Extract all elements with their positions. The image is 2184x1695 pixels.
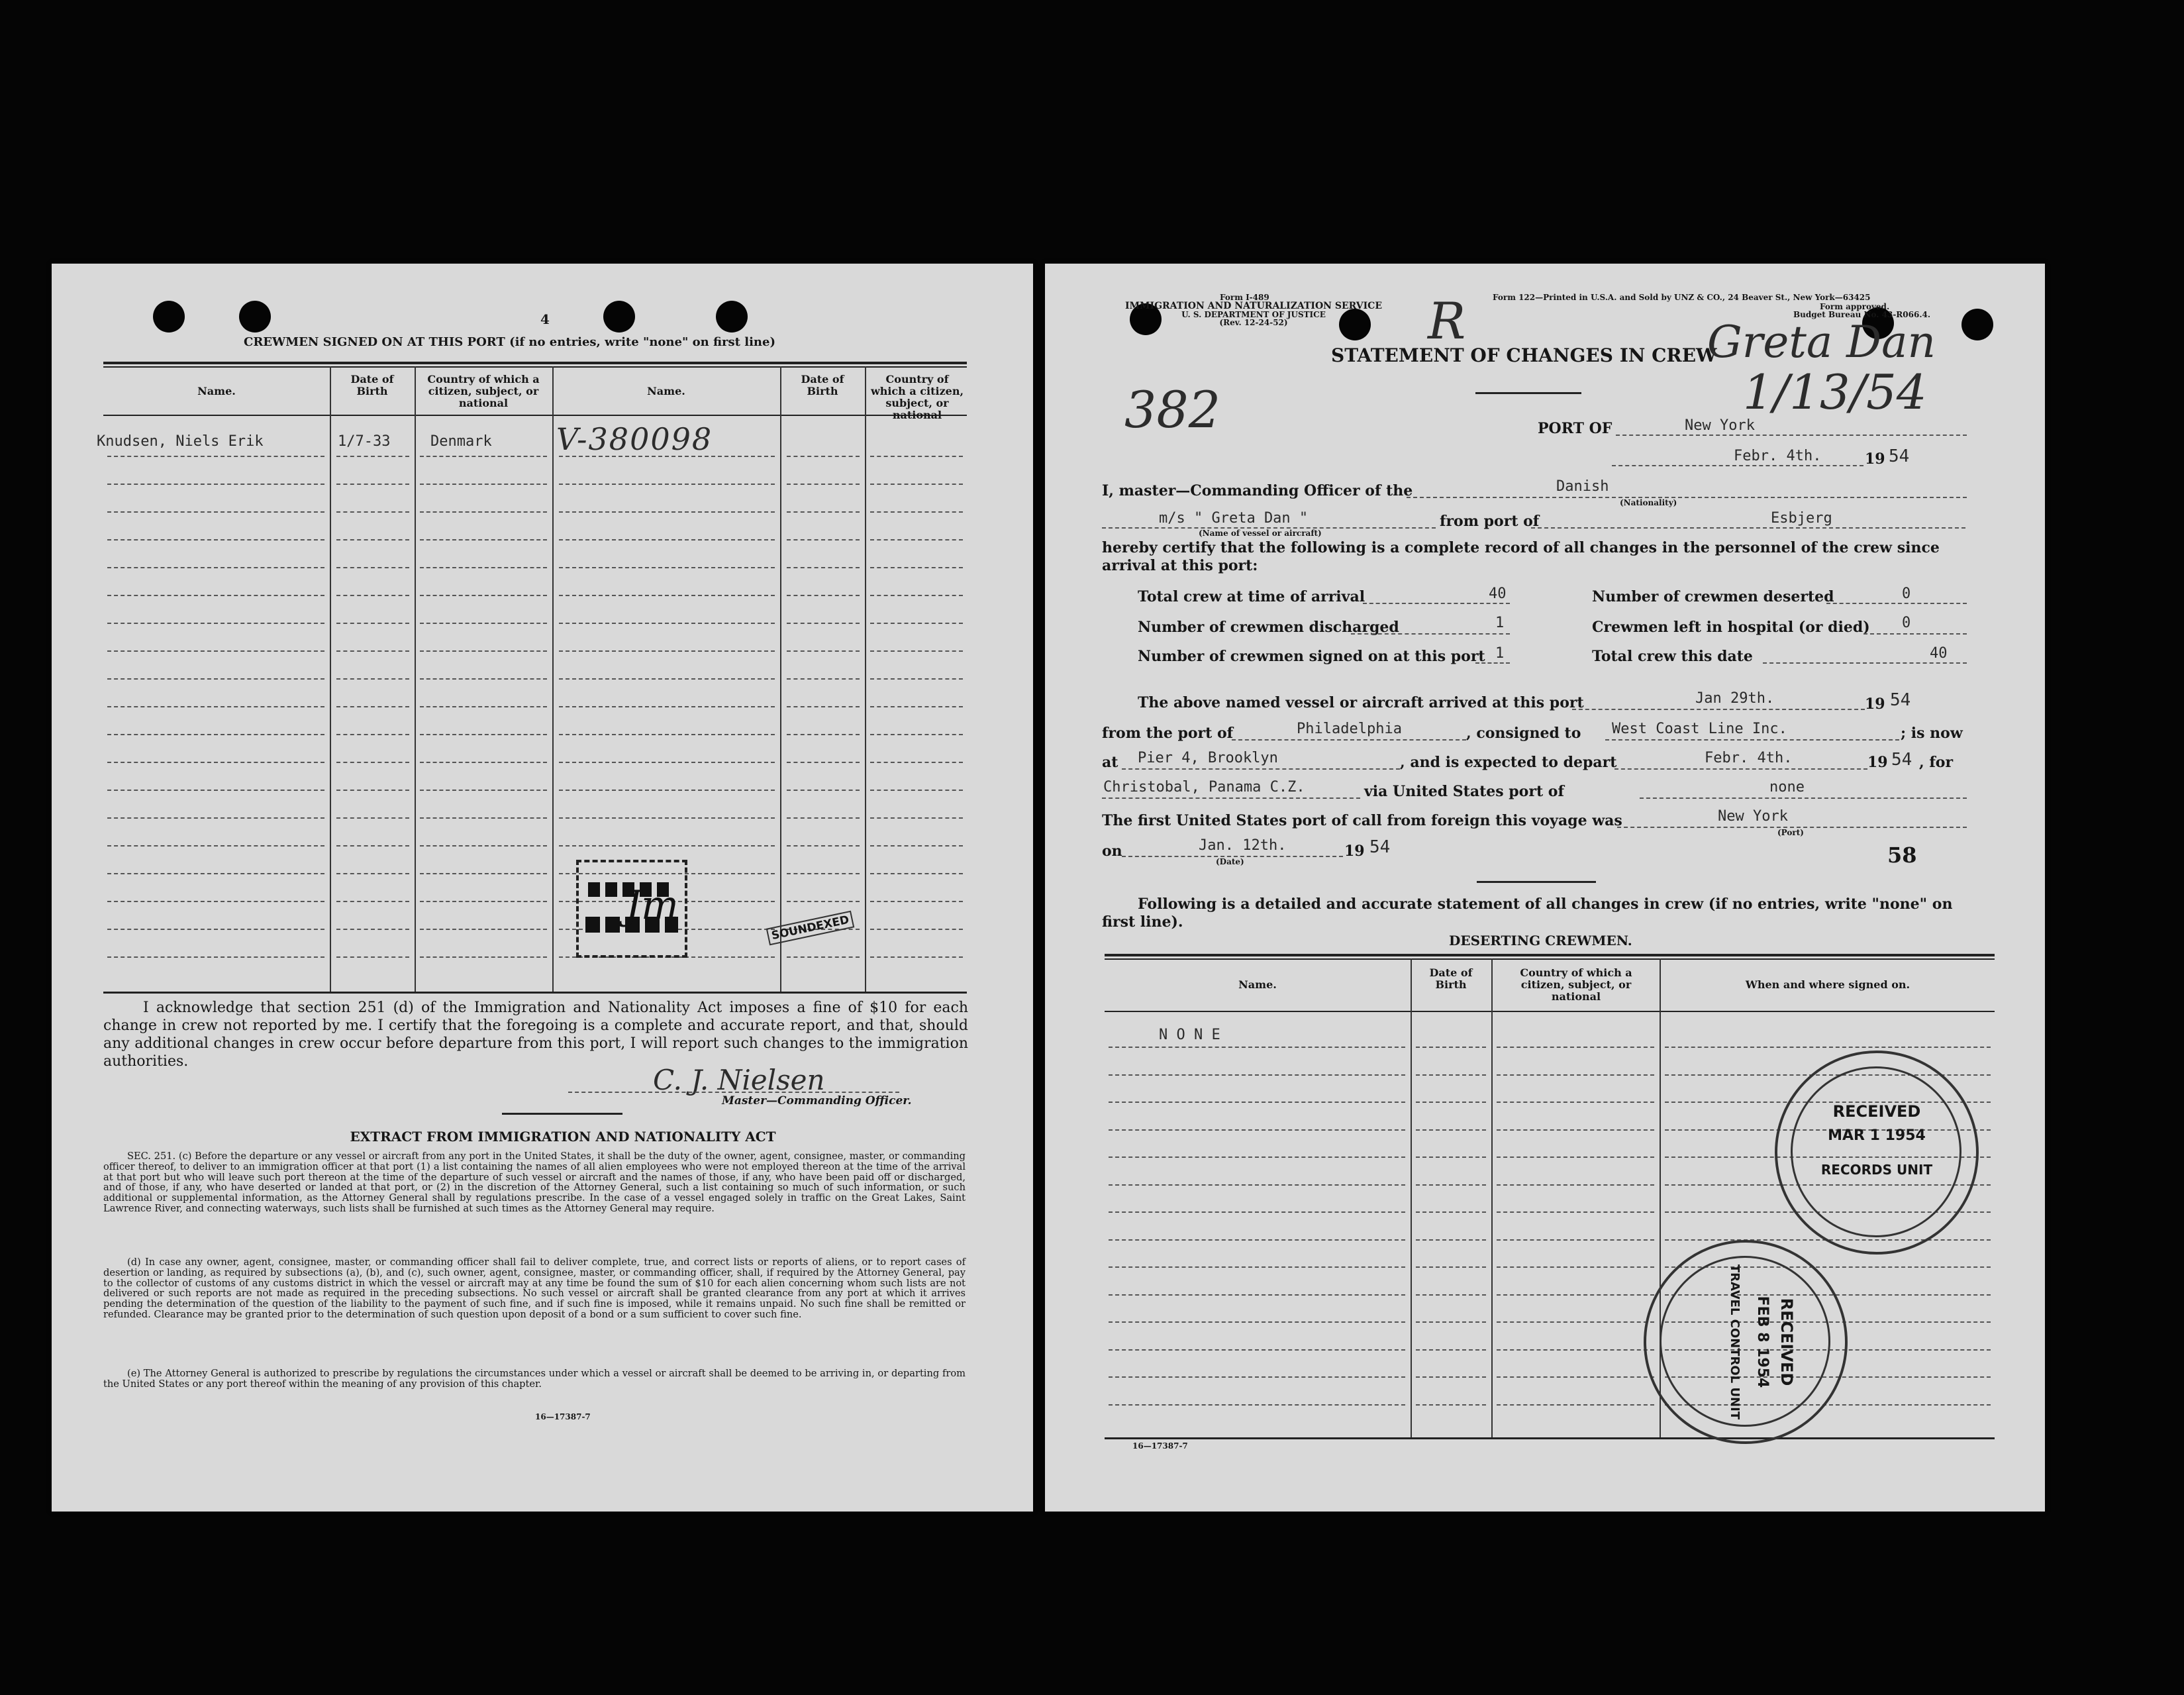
table-row-line — [107, 845, 324, 847]
table-row-line — [870, 623, 963, 624]
discharged-value: 1 — [1495, 615, 1505, 631]
column-divider — [1411, 958, 1412, 1437]
table-row-line — [559, 678, 775, 680]
depart-line — [1614, 768, 1867, 770]
table-row-line — [1497, 1211, 1654, 1213]
table-header-rule — [103, 415, 967, 416]
table-row-line — [559, 762, 775, 763]
vessel-name: m/s " Greta Dan " — [1159, 510, 1309, 527]
discharged-label: Number of crewmen discharged — [1138, 619, 1399, 636]
table-row-line — [787, 817, 860, 819]
table-row-line — [336, 734, 409, 735]
table-row-line — [787, 873, 860, 874]
table-row-line — [1497, 1074, 1654, 1076]
table-row-line — [420, 734, 547, 735]
table-row-line — [1109, 1129, 1405, 1131]
punch-hole — [1961, 309, 1993, 340]
punch-hole — [603, 301, 635, 333]
column-header-dob: Date of Birth — [350, 373, 394, 397]
table-row-line — [107, 567, 324, 568]
table-row-line — [1109, 1404, 1405, 1406]
table-row-line — [1665, 1047, 1991, 1048]
received-stamp-line1: RECEIVED — [1832, 1102, 1921, 1121]
table-row-line — [870, 956, 963, 958]
table-row-line — [559, 845, 775, 847]
handwritten-r: R — [1428, 291, 1466, 350]
form-title: STATEMENT OF CHANGES IN CREW — [1331, 344, 1717, 366]
table-row-line — [1109, 1074, 1405, 1076]
table-row-line — [420, 484, 547, 485]
stat-line — [1351, 633, 1510, 635]
via-label: via United States port of — [1364, 783, 1564, 800]
form-number: Form I-489 — [1220, 293, 1269, 302]
table-top-rule — [103, 362, 967, 364]
table-row-line — [787, 567, 860, 568]
table-bottom-rule — [103, 992, 967, 994]
handwritten-number: V-380098 — [556, 421, 713, 457]
handwritten-number: 382 — [1124, 380, 1221, 439]
table-row-line — [870, 790, 963, 791]
table-row-line — [870, 929, 963, 930]
table-row-line — [1109, 1349, 1405, 1351]
column-divider — [1491, 958, 1493, 1437]
table-row-line — [870, 595, 963, 596]
table-row-line — [1497, 1102, 1654, 1103]
column-header-name-2: Name. — [647, 385, 685, 397]
table-row-line — [1109, 1156, 1405, 1158]
table-row-line — [420, 650, 547, 652]
table-row-line — [787, 678, 860, 680]
travel-stamp-line1: RECEIVED — [1777, 1298, 1796, 1386]
table-row-line — [1416, 1294, 1486, 1296]
destination-line — [1102, 797, 1360, 799]
table-row-line — [559, 456, 775, 457]
table-row-line — [1416, 1349, 1486, 1351]
form-approved: Form approved. — [1820, 302, 1890, 311]
punch-hole — [716, 301, 748, 333]
table-row-line — [1109, 1211, 1405, 1213]
extract-section-e: (e) The Attorney General is authorized to prescribe by regulations the circumstances under which a vessel or aircraft shall be deemed to be arriving in, or departing from the United States or any port thereof within the meaning of any provision of this chapter. — [103, 1368, 966, 1390]
date-line — [1612, 465, 1863, 466]
stat-line — [1863, 633, 1967, 635]
date-caption: (Date) — [1216, 857, 1244, 866]
arrived-year: 54 — [1890, 690, 1911, 710]
table-row-line — [870, 567, 963, 568]
total-date-value: 40 — [1930, 645, 1948, 662]
following-text: Following is a detailed and accurate statement of all changes in crew (if no entries, write "none" on first line). — [1102, 896, 1953, 931]
table-row-line — [336, 595, 409, 596]
consigned-line — [1605, 739, 1899, 741]
table-row-line — [420, 873, 547, 874]
table-top-rule — [103, 366, 967, 368]
table-row-line — [107, 790, 324, 791]
print-code: 16—17387-7 — [535, 1412, 591, 1421]
table-row-line — [1416, 1184, 1486, 1186]
crewman-name: Knudsen, Niels Erik — [97, 433, 264, 450]
first-port-label: The first United States port of call from foreign this voyage was — [1102, 812, 1622, 829]
extract-title: EXTRACT FROM IMMIGRATION AND NATIONALITY ACT — [350, 1129, 776, 1145]
via-value: none — [1769, 779, 1805, 796]
handwritten-vessel: Greta Dan — [1707, 317, 1936, 368]
following-rule — [1477, 881, 1596, 883]
table-row-line — [420, 929, 547, 930]
table-row-line — [420, 539, 547, 540]
table-row-line — [336, 539, 409, 540]
table-row-line — [870, 817, 963, 819]
year-prefix: 19 — [1867, 754, 1888, 771]
deserting-title: DESERTING CREWMEN. — [1449, 933, 1632, 949]
deserted-label: Number of crewmen deserted — [1592, 588, 1834, 605]
table-row-line — [420, 511, 547, 513]
table-row-line — [420, 623, 547, 624]
table-row-line — [1497, 1349, 1654, 1351]
table-row-line — [787, 595, 860, 596]
extract-section-d: (d) In case any owner, agent, consignee, master, or commanding officer shall fail to deliver complete, true, and correct lists or reports of aliens, or to report cases of desertion or landing, as required by subsections (a), (b), and (c), such owner, agent, consignee, master, or commanding officer, shall, if required by the Attorney General, pay to the collector of customs of any customs district in which the vessel or aircraft may at any time be found the sum of $10 for each alien concerning whom such lists are not delivered or such reports are not made as required in the preceding subsections. No such vessel or aircraft shall be granted clearance from any port at which it arrives pending the determination of the question of the liability to the payment of such fine, and if such fine is imposed, while it remains unpaid. No such fine shall be remitted or refunded. Clearance may be granted prior to the determination of such question upon deposit of a bond or a sum sufficient to cover such fine. — [103, 1257, 966, 1320]
table-row-line — [107, 484, 324, 485]
table-row-line — [1109, 1266, 1405, 1268]
year-prefix: 19 — [1344, 843, 1365, 860]
table-row-line — [336, 956, 409, 958]
table-row-line — [420, 845, 547, 847]
table-row-line — [420, 567, 547, 568]
table-row-line — [1109, 1376, 1405, 1378]
extract-rule — [502, 1113, 622, 1115]
table-row-line — [1497, 1184, 1654, 1186]
table-row-line — [1497, 1321, 1654, 1323]
table-row-line — [336, 511, 409, 513]
depart-value: Febr. 4th. — [1705, 750, 1793, 766]
table-row-line — [336, 929, 409, 930]
table-row-line — [870, 539, 963, 540]
arrived-value: Jan 29th. — [1695, 690, 1775, 707]
table-row-line — [787, 762, 860, 763]
page-number: 4 — [540, 311, 550, 327]
page-number-58: 58 — [1887, 843, 1917, 868]
table-row-line — [1416, 1074, 1486, 1076]
table-row-line — [787, 734, 860, 735]
signed-on-label: Number of crewmen signed on at this port — [1138, 648, 1485, 665]
table-row-line — [870, 734, 963, 735]
deserting-column-country: Country of which a citizen, subject, or national — [1520, 966, 1632, 1003]
depart-year: 54 — [1891, 750, 1912, 770]
table-row-line — [787, 956, 860, 958]
left-page — [52, 264, 1033, 1512]
table-row-line — [559, 595, 775, 596]
from-the-port-label: from the port of — [1102, 725, 1234, 742]
total-arrival-value: 40 — [1489, 586, 1507, 602]
port-caption: (Port) — [1777, 828, 1804, 837]
soundexed-stamp: SOUNDEXED — [766, 911, 855, 946]
port-label: PORT OF — [1538, 420, 1613, 437]
table-row-line — [870, 678, 963, 680]
table-row-line — [1416, 1211, 1486, 1213]
table-row-line — [870, 873, 963, 874]
table-row-line — [336, 650, 409, 652]
column-divider — [780, 366, 781, 992]
table-row-line — [336, 817, 409, 819]
table-row-line — [1497, 1239, 1654, 1241]
table-row-line — [420, 790, 547, 791]
table-row-line — [420, 706, 547, 707]
agency-name: IMMIGRATION AND NATURALIZATION SERVICE — [1125, 301, 1382, 311]
travel-stamp-date: FEB 8 1954 — [1754, 1296, 1771, 1388]
extract-section-c: SEC. 251. (c) Before the departure or any vessel or aircraft from any port in the United States, it shall be the duty of the owner, agent, consignee, master, or commanding officer thereof, to deliver to an immigration officer at that port (1) a list containing the names of all alien employees who were not employed thereon at the time of the arrival at that port but who will leave such port thereon at the time of the departure of such vessel or aircraft and the names of those, if any, who have been paid off or discharged, and of those, if any, who have deserted or landed at that port, or (2) in the discretion of the Attorney General, such a list containing so much of such information, or such additional or supplemental information, as the Attorney General shall by regulations prescribe. In the case of a vessel engaged solely in traffic on the Great Lakes, Saint Lawrence River, and connecting waterways, such lists shall be furnished at such times as the Attorney General may require. — [103, 1151, 966, 1214]
print-code: 16—17387-7 — [1132, 1441, 1188, 1451]
table-row-line — [787, 456, 860, 457]
table-row-line — [787, 539, 860, 540]
table-row-line — [559, 790, 775, 791]
acknowledgement-text: I acknowledge that section 251 (d) of the Immigration and Nationality Act imposes a fine of $10 for each change in crew not reported by me. I certify that the foregoing is a complete and accurate report, and that, should any additional changes in crew occur before departure from this port, I will report such changes to the immigration authorities. — [103, 1000, 968, 1070]
for-label: , for — [1919, 754, 1954, 771]
table-row-line — [107, 678, 324, 680]
table-row-line — [107, 623, 324, 624]
table-row-line — [336, 845, 409, 847]
table-row-line — [1497, 1376, 1654, 1378]
table-row-line — [559, 539, 775, 540]
table-row-line — [336, 790, 409, 791]
handwritten-date: 1/13/54 — [1743, 364, 1927, 420]
table-row-line — [1109, 1184, 1405, 1186]
table-row-line — [107, 901, 324, 902]
table-row-line — [787, 901, 860, 902]
table-row-line — [107, 650, 324, 652]
deserted-value: 0 — [1902, 586, 1911, 602]
travel-control-stamp — [1644, 1240, 1848, 1444]
is-now-label: ; is now — [1901, 725, 1963, 742]
travel-stamp-unit: TRAVEL CONTROL UNIT — [1728, 1264, 1742, 1420]
printer-note: Form 122—Printed in U.S.A. and Sold by UNZ & CO., 24 Beaver St., New York—63425 — [1493, 293, 1871, 302]
revision: (Rev. 12-24-52) — [1219, 318, 1288, 327]
destination-value: Christobal, Panama C.Z. — [1103, 779, 1305, 796]
table-row-line — [336, 567, 409, 568]
table-row-line — [559, 734, 775, 735]
from-the-port-line — [1232, 739, 1466, 741]
table-row-line — [1497, 1047, 1654, 1048]
right-page — [1045, 264, 2045, 1512]
table-row-line — [420, 678, 547, 680]
port-value: New York — [1685, 417, 1755, 434]
table-row-line — [1497, 1129, 1654, 1131]
table-row-line — [870, 901, 963, 902]
hospital-value: 0 — [1902, 615, 1911, 631]
table-row-line — [1416, 1156, 1486, 1158]
from-port-label: from port of — [1440, 513, 1540, 530]
total-arrival-label: Total crew at time of arrival — [1138, 588, 1365, 605]
table-row-line — [420, 762, 547, 763]
from-the-port-value: Philadelphia — [1297, 721, 1402, 737]
table-row-line — [559, 484, 775, 485]
table-row-line — [420, 595, 547, 596]
table-row-line — [107, 956, 324, 958]
table-row-line — [870, 845, 963, 847]
first-date-value: Jan. 12th. — [1199, 837, 1287, 854]
stat-line — [1826, 603, 1967, 604]
table-row-line — [787, 845, 860, 847]
master-label: I, master—Commanding Officer of the — [1102, 482, 1413, 499]
table-row-line — [1416, 1239, 1486, 1241]
port-line — [1616, 435, 1967, 436]
table-row-line — [787, 650, 860, 652]
table-row-line — [870, 762, 963, 763]
deserting-table-bottom-rule — [1105, 1437, 1995, 1439]
table-row-line — [1497, 1294, 1654, 1296]
table-row-line — [1109, 1294, 1405, 1296]
table-row-line — [336, 762, 409, 763]
column-header-dob-2: Date of Birth — [801, 373, 844, 397]
stat-line — [1363, 603, 1510, 604]
punch-hole — [153, 301, 185, 333]
column-header-country: Country of which a citizen, subject, or national — [427, 373, 540, 409]
signature-stamp: Jm — [576, 860, 687, 958]
none-entry: N O N E — [1159, 1027, 1220, 1043]
signature-caption: Master—Commanding Officer. — [722, 1094, 912, 1107]
table-row-line — [1416, 1321, 1486, 1323]
table-row-line — [1416, 1266, 1486, 1268]
table-row-line — [1416, 1102, 1486, 1103]
table-row-line — [1109, 1102, 1405, 1103]
table-row-line — [107, 762, 324, 763]
table-row-line — [787, 623, 860, 624]
column-divider — [552, 366, 554, 992]
table-row-line — [559, 511, 775, 513]
master-signature: C. J. Nielsen — [653, 1064, 825, 1096]
table-row-line — [420, 817, 547, 819]
table-row-line — [1497, 1266, 1654, 1268]
table-row-line — [107, 706, 324, 707]
table-row-line — [870, 706, 963, 707]
first-port-value: New York — [1718, 808, 1788, 825]
from-port-line — [1531, 527, 1965, 529]
stat-line — [1763, 662, 1967, 664]
signed-on-value: 1 — [1495, 645, 1505, 662]
table-row-line — [420, 456, 547, 457]
column-divider — [415, 366, 416, 992]
column-header-country-2: Country of which a citizen, subject, or national — [870, 373, 964, 421]
crewman-dob: 1/7-33 — [338, 433, 391, 450]
table-row-line — [1416, 1047, 1486, 1048]
arrived-label: The above named vessel or aircraft arrived at this port — [1138, 694, 1584, 711]
table-row-line — [870, 511, 963, 513]
table-row-line — [1416, 1129, 1486, 1131]
section-title: CREWMEN SIGNED ON AT THIS PORT (if no entries, write "none" on first line) — [244, 335, 775, 349]
table-row-line — [1416, 1376, 1486, 1378]
deserting-column-signed-on: When and where signed on. — [1745, 978, 1911, 991]
deserting-column-name: Name. — [1238, 978, 1277, 991]
date-value: Febr. 4th. — [1734, 448, 1822, 464]
first-year: 54 — [1369, 837, 1391, 857]
table-row-line — [870, 650, 963, 652]
year-value: 54 — [1889, 446, 1910, 466]
budget-number: Budget Bureau No. 43-R066.4. — [1793, 310, 1931, 319]
table-row-line — [336, 623, 409, 624]
table-row-line — [870, 456, 963, 457]
crewman-country: Denmark — [430, 433, 492, 450]
expected-label: , and is expected to depart — [1400, 754, 1617, 771]
table-row-line — [107, 595, 324, 596]
year-prefix: 19 — [1865, 695, 1885, 713]
table-row-line — [336, 484, 409, 485]
column-divider — [865, 366, 866, 992]
title-rule — [1475, 392, 1581, 394]
year-prefix: 19 — [1865, 450, 1885, 468]
table-row-line — [107, 873, 324, 874]
received-stamp-date: MAR 1 1954 — [1828, 1127, 1926, 1144]
from-port-value: Esbjerg — [1771, 510, 1832, 527]
table-row-line — [420, 956, 547, 958]
table-row-line — [1497, 1156, 1654, 1158]
consigned-value: West Coast Line Inc. — [1612, 721, 1787, 737]
column-header-name: Name. — [197, 385, 236, 397]
deserting-table-top-rule — [1105, 954, 1995, 956]
table-row-line — [1497, 1404, 1654, 1406]
table-row-line — [870, 484, 963, 485]
signature-line — [568, 1092, 899, 1093]
table-row-line — [787, 511, 860, 513]
received-stamp-unit: RECORDS UNIT — [1820, 1162, 1933, 1178]
vessel-caption: (Name of vessel or aircraft) — [1199, 529, 1322, 538]
table-row-line — [336, 873, 409, 874]
table-row-line — [336, 678, 409, 680]
table-row-line — [107, 817, 324, 819]
at-value: Pier 4, Brooklyn — [1138, 750, 1278, 766]
table-row-line — [559, 706, 775, 707]
via-line — [1640, 797, 1967, 799]
column-divider — [330, 366, 331, 992]
table-row-line — [420, 901, 547, 902]
certify-text: hereby certify that the following is a complete record of all changes in the personnel of the crew since arrival at this port: — [1102, 539, 1940, 574]
on-label: on — [1102, 843, 1122, 860]
table-row-line — [336, 901, 409, 902]
table-row-line — [559, 567, 775, 568]
table-row-line — [336, 706, 409, 707]
table-row-line — [107, 456, 324, 457]
deserting-table-top-rule — [1105, 958, 1995, 960]
table-row-line — [107, 929, 324, 930]
received-stamp — [1775, 1051, 1979, 1255]
total-date-label: Total crew this date — [1592, 648, 1753, 665]
table-row-line — [559, 623, 775, 624]
nationality-caption: (Nationality) — [1620, 498, 1677, 507]
nationality-value: Danish — [1556, 478, 1609, 495]
at-line — [1122, 768, 1400, 770]
table-row-line — [1109, 1321, 1405, 1323]
stat-line — [1475, 662, 1510, 664]
table-row-line — [1416, 1404, 1486, 1406]
table-row-line — [787, 706, 860, 707]
table-row-line — [107, 734, 324, 735]
table-row-line — [1109, 1239, 1405, 1241]
deserting-table-header-rule — [1105, 1011, 1995, 1012]
consigned-label: , consigned to — [1466, 725, 1581, 742]
table-row-line — [1109, 1047, 1405, 1048]
at-label: at — [1102, 754, 1118, 771]
table-row-line — [107, 539, 324, 540]
table-row-line — [559, 817, 775, 819]
table-row-line — [787, 484, 860, 485]
table-row-line — [787, 790, 860, 791]
department-name: U. S. DEPARTMENT OF JUSTICE — [1181, 310, 1326, 319]
table-row-line — [107, 511, 324, 513]
hospital-label: Crewmen left in hospital (or died) — [1592, 619, 1870, 636]
table-row-line — [559, 650, 775, 652]
arrived-line — [1572, 709, 1865, 710]
punch-hole — [239, 301, 271, 333]
nationality-line — [1407, 497, 1967, 498]
table-row-line — [336, 456, 409, 457]
deserting-column-dob: Date of Birth — [1429, 966, 1473, 991]
